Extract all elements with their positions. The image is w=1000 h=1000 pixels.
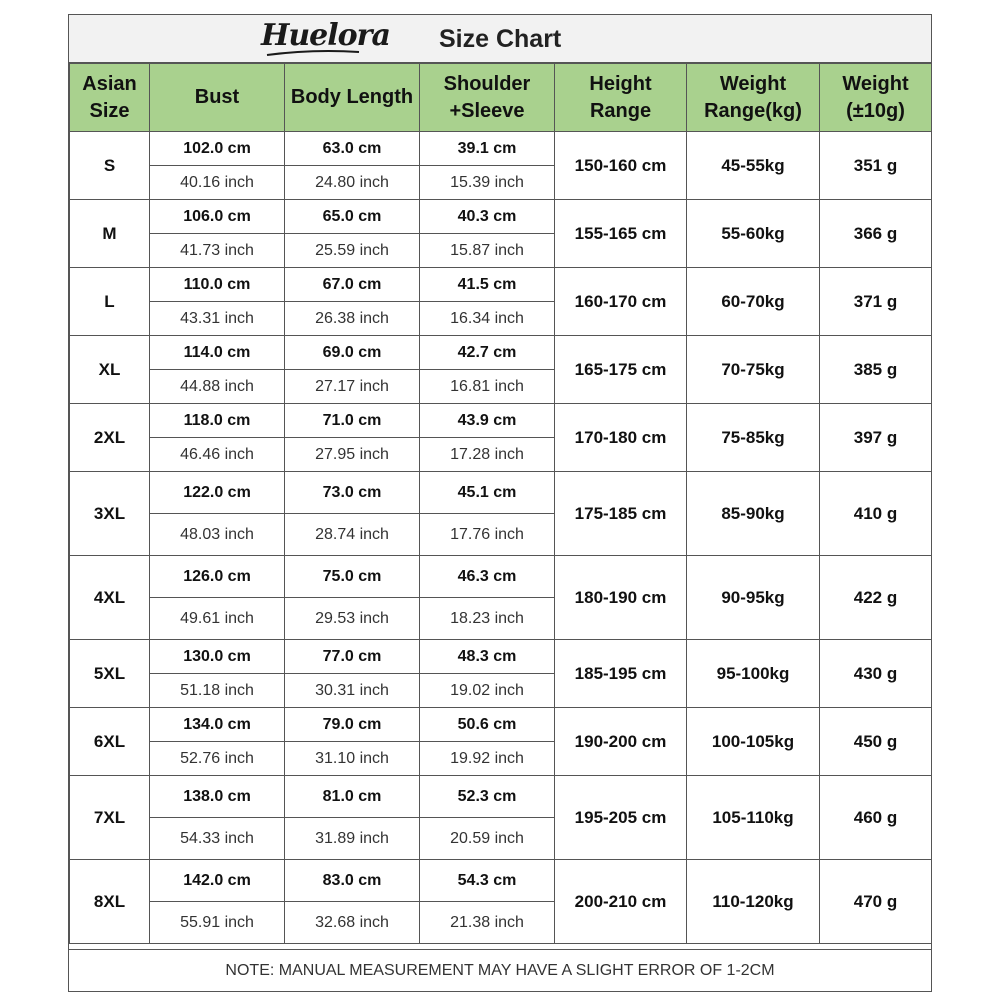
weight-cell: 460 g xyxy=(820,776,932,860)
shoulder-inch-cell: 16.81 inch xyxy=(420,370,555,404)
bust-inch-cell: 41.73 inch xyxy=(150,234,285,268)
bust-inch-cell: 51.18 inch xyxy=(150,674,285,708)
weight-cell: 351 g xyxy=(820,132,932,200)
shoulder-cm-cell: 46.3 cm xyxy=(420,556,555,598)
shoulder-inch-cell: 17.28 inch xyxy=(420,438,555,472)
length-inch-cell: 31.89 inch xyxy=(285,818,420,860)
length-cm-cell: 83.0 cm xyxy=(285,860,420,902)
header-line: Bust xyxy=(194,86,240,108)
height-range-cell: 155-165 cm xyxy=(555,200,687,268)
shoulder-cm-cell: 43.9 cm xyxy=(420,404,555,438)
height-range-cell: 150-160 cm xyxy=(555,132,687,200)
size-cell: 8XL xyxy=(70,860,150,944)
table-row xyxy=(70,200,932,234)
bust-inch-cell: 55.91 inch xyxy=(150,902,285,944)
length-inch-cell: 27.95 inch xyxy=(285,438,420,472)
bust-inch-cell: 48.03 inch xyxy=(150,514,285,556)
weight-cell: 366 g xyxy=(820,200,932,268)
length-cm-cell: 67.0 cm xyxy=(285,268,420,302)
shoulder-inch-cell: 15.39 inch xyxy=(420,166,555,200)
weight-range-cell: 110-120kg xyxy=(687,860,820,944)
length-cm-cell: 79.0 cm xyxy=(285,708,420,742)
height-range-cell: 190-200 cm xyxy=(555,708,687,776)
length-inch-cell: 31.10 inch xyxy=(285,742,420,776)
header-line: Weight xyxy=(842,72,909,95)
brand-swash-icon xyxy=(265,49,361,57)
weight-cell: 397 g xyxy=(820,404,932,472)
shoulder-cm-cell: 40.3 cm xyxy=(420,200,555,234)
table-row xyxy=(70,132,932,166)
bust-inch-cell: 43.31 inch xyxy=(150,302,285,336)
shoulder-inch-cell: 18.23 inch xyxy=(420,598,555,640)
weight-range-cell: 85-90kg xyxy=(687,472,820,556)
weight-cell: 430 g xyxy=(820,640,932,708)
shoulder-cm-cell: 48.3 cm xyxy=(420,640,555,674)
bust-cm-cell: 102.0 cm xyxy=(150,132,285,166)
height-range-cell: 165-175 cm xyxy=(555,336,687,404)
header-line: Range(kg) xyxy=(704,99,802,122)
length-cm-cell: 75.0 cm xyxy=(285,556,420,598)
title-bar xyxy=(69,15,931,63)
table-row xyxy=(70,776,932,818)
height-range-cell: 160-170 cm xyxy=(555,268,687,336)
weight-range-cell: 95-100kg xyxy=(687,640,820,708)
length-inch-cell: 25.59 inch xyxy=(285,234,420,268)
measurement-note: NOTE: MANUAL MEASUREMENT MAY HAVE A SLIGHT ERROR OF 1-2CM xyxy=(69,949,931,991)
length-inch-cell: 29.53 inch xyxy=(285,598,420,640)
table-row xyxy=(70,640,932,674)
weight-range-cell: 60-70kg xyxy=(687,268,820,336)
shoulder-cm-cell: 52.3 cm xyxy=(420,776,555,818)
bust-inch-cell: 54.33 inch xyxy=(150,818,285,860)
weight-range-cell: 55-60kg xyxy=(687,200,820,268)
bust-cm-cell: 138.0 cm xyxy=(150,776,285,818)
weight-range-cell: 75-85kg xyxy=(687,404,820,472)
bust-inch-cell: 52.76 inch xyxy=(150,742,285,776)
header-row xyxy=(70,64,932,132)
length-cm-cell: 63.0 cm xyxy=(285,132,420,166)
shoulder-cm-cell: 45.1 cm xyxy=(420,472,555,514)
length-cm-cell: 77.0 cm xyxy=(285,640,420,674)
length-inch-cell: 26.38 inch xyxy=(285,302,420,336)
size-cell: 3XL xyxy=(70,472,150,556)
size-cell: 7XL xyxy=(70,776,150,860)
table-row xyxy=(70,860,932,902)
weight-cell: 450 g xyxy=(820,708,932,776)
bust-inch-cell: 49.61 inch xyxy=(150,598,285,640)
size-cell: 2XL xyxy=(70,404,150,472)
size-chart xyxy=(68,14,932,992)
header-bust xyxy=(150,64,285,132)
bust-cm-cell: 122.0 cm xyxy=(150,472,285,514)
bust-cm-cell: 118.0 cm xyxy=(150,404,285,438)
length-inch-cell: 27.17 inch xyxy=(285,370,420,404)
table-row xyxy=(70,708,932,742)
length-cm-cell: 73.0 cm xyxy=(285,472,420,514)
shoulder-inch-cell: 21.38 inch xyxy=(420,902,555,944)
table-row xyxy=(70,404,932,438)
header-line: Weight xyxy=(719,72,787,95)
height-range-cell: 200-210 cm xyxy=(555,860,687,944)
height-range-cell: 175-185 cm xyxy=(555,472,687,556)
chart-title: Size Chart xyxy=(439,25,562,53)
height-range-cell: 185-195 cm xyxy=(555,640,687,708)
size-cell: 4XL xyxy=(70,556,150,640)
length-cm-cell: 81.0 cm xyxy=(285,776,420,818)
bust-cm-cell: 110.0 cm xyxy=(150,268,285,302)
bust-inch-cell: 46.46 inch xyxy=(150,438,285,472)
size-cell: 5XL xyxy=(70,640,150,708)
header-height-range xyxy=(555,64,687,132)
header-line: Height xyxy=(589,72,652,95)
shoulder-inch-cell: 15.87 inch xyxy=(420,234,555,268)
height-range-cell: 170-180 cm xyxy=(555,404,687,472)
weight-range-cell: 100-105kg xyxy=(687,708,820,776)
size-cell: M xyxy=(70,200,150,268)
size-table-body xyxy=(70,132,932,944)
header-weight xyxy=(820,64,932,132)
shoulder-cm-cell: 54.3 cm xyxy=(420,860,555,902)
table-row xyxy=(70,268,932,302)
length-inch-cell: 32.68 inch xyxy=(285,902,420,944)
header-line: (±10g) xyxy=(846,99,905,122)
header-asian-size xyxy=(70,64,150,132)
shoulder-cm-cell: 42.7 cm xyxy=(420,336,555,370)
weight-cell: 422 g xyxy=(820,556,932,640)
header-line: Asian xyxy=(82,72,137,95)
bust-inch-cell: 44.88 inch xyxy=(150,370,285,404)
table-row xyxy=(70,336,932,370)
size-cell: XL xyxy=(70,336,150,404)
size-cell: 6XL xyxy=(70,708,150,776)
weight-cell: 371 g xyxy=(820,268,932,336)
bust-cm-cell: 130.0 cm xyxy=(150,640,285,674)
bust-inch-cell: 40.16 inch xyxy=(150,166,285,200)
length-cm-cell: 65.0 cm xyxy=(285,200,420,234)
header-line: Range xyxy=(589,99,652,122)
size-cell: L xyxy=(70,268,150,336)
header-weight-range xyxy=(687,64,820,132)
shoulder-inch-cell: 19.92 inch xyxy=(420,742,555,776)
bust-cm-cell: 126.0 cm xyxy=(150,556,285,598)
weight-range-cell: 105-110kg xyxy=(687,776,820,860)
height-range-cell: 195-205 cm xyxy=(555,776,687,860)
shoulder-cm-cell: 39.1 cm xyxy=(420,132,555,166)
bust-cm-cell: 134.0 cm xyxy=(150,708,285,742)
shoulder-inch-cell: 17.76 inch xyxy=(420,514,555,556)
length-inch-cell: 24.80 inch xyxy=(285,166,420,200)
header-line: Size xyxy=(89,99,130,122)
table-row xyxy=(70,472,932,514)
length-cm-cell: 69.0 cm xyxy=(285,336,420,370)
brand-logo: Huelora xyxy=(261,18,390,53)
header-line: Shoulder xyxy=(443,72,531,95)
table-row xyxy=(70,556,932,598)
weight-range-cell: 90-95kg xyxy=(687,556,820,640)
weight-range-cell: 45-55kg xyxy=(687,132,820,200)
header-line: +Sleeve xyxy=(449,99,525,122)
length-inch-cell: 30.31 inch xyxy=(285,674,420,708)
weight-range-cell: 70-75kg xyxy=(687,336,820,404)
weight-cell: 470 g xyxy=(820,860,932,944)
length-inch-cell: 28.74 inch xyxy=(285,514,420,556)
header-shoulder-sleeve xyxy=(420,64,555,132)
header-body-length xyxy=(285,64,420,132)
height-range-cell: 180-190 cm xyxy=(555,556,687,640)
shoulder-cm-cell: 50.6 cm xyxy=(420,708,555,742)
bust-cm-cell: 114.0 cm xyxy=(150,336,285,370)
bust-cm-cell: 106.0 cm xyxy=(150,200,285,234)
length-cm-cell: 71.0 cm xyxy=(285,404,420,438)
shoulder-inch-cell: 16.34 inch xyxy=(420,302,555,336)
shoulder-inch-cell: 19.02 inch xyxy=(420,674,555,708)
shoulder-inch-cell: 20.59 inch xyxy=(420,818,555,860)
weight-cell: 385 g xyxy=(820,336,932,404)
header-line: Body Length xyxy=(290,86,414,108)
shoulder-cm-cell: 41.5 cm xyxy=(420,268,555,302)
weight-cell: 410 g xyxy=(820,472,932,556)
bust-cm-cell: 142.0 cm xyxy=(150,860,285,902)
size-table xyxy=(69,63,932,944)
size-cell: S xyxy=(70,132,150,200)
